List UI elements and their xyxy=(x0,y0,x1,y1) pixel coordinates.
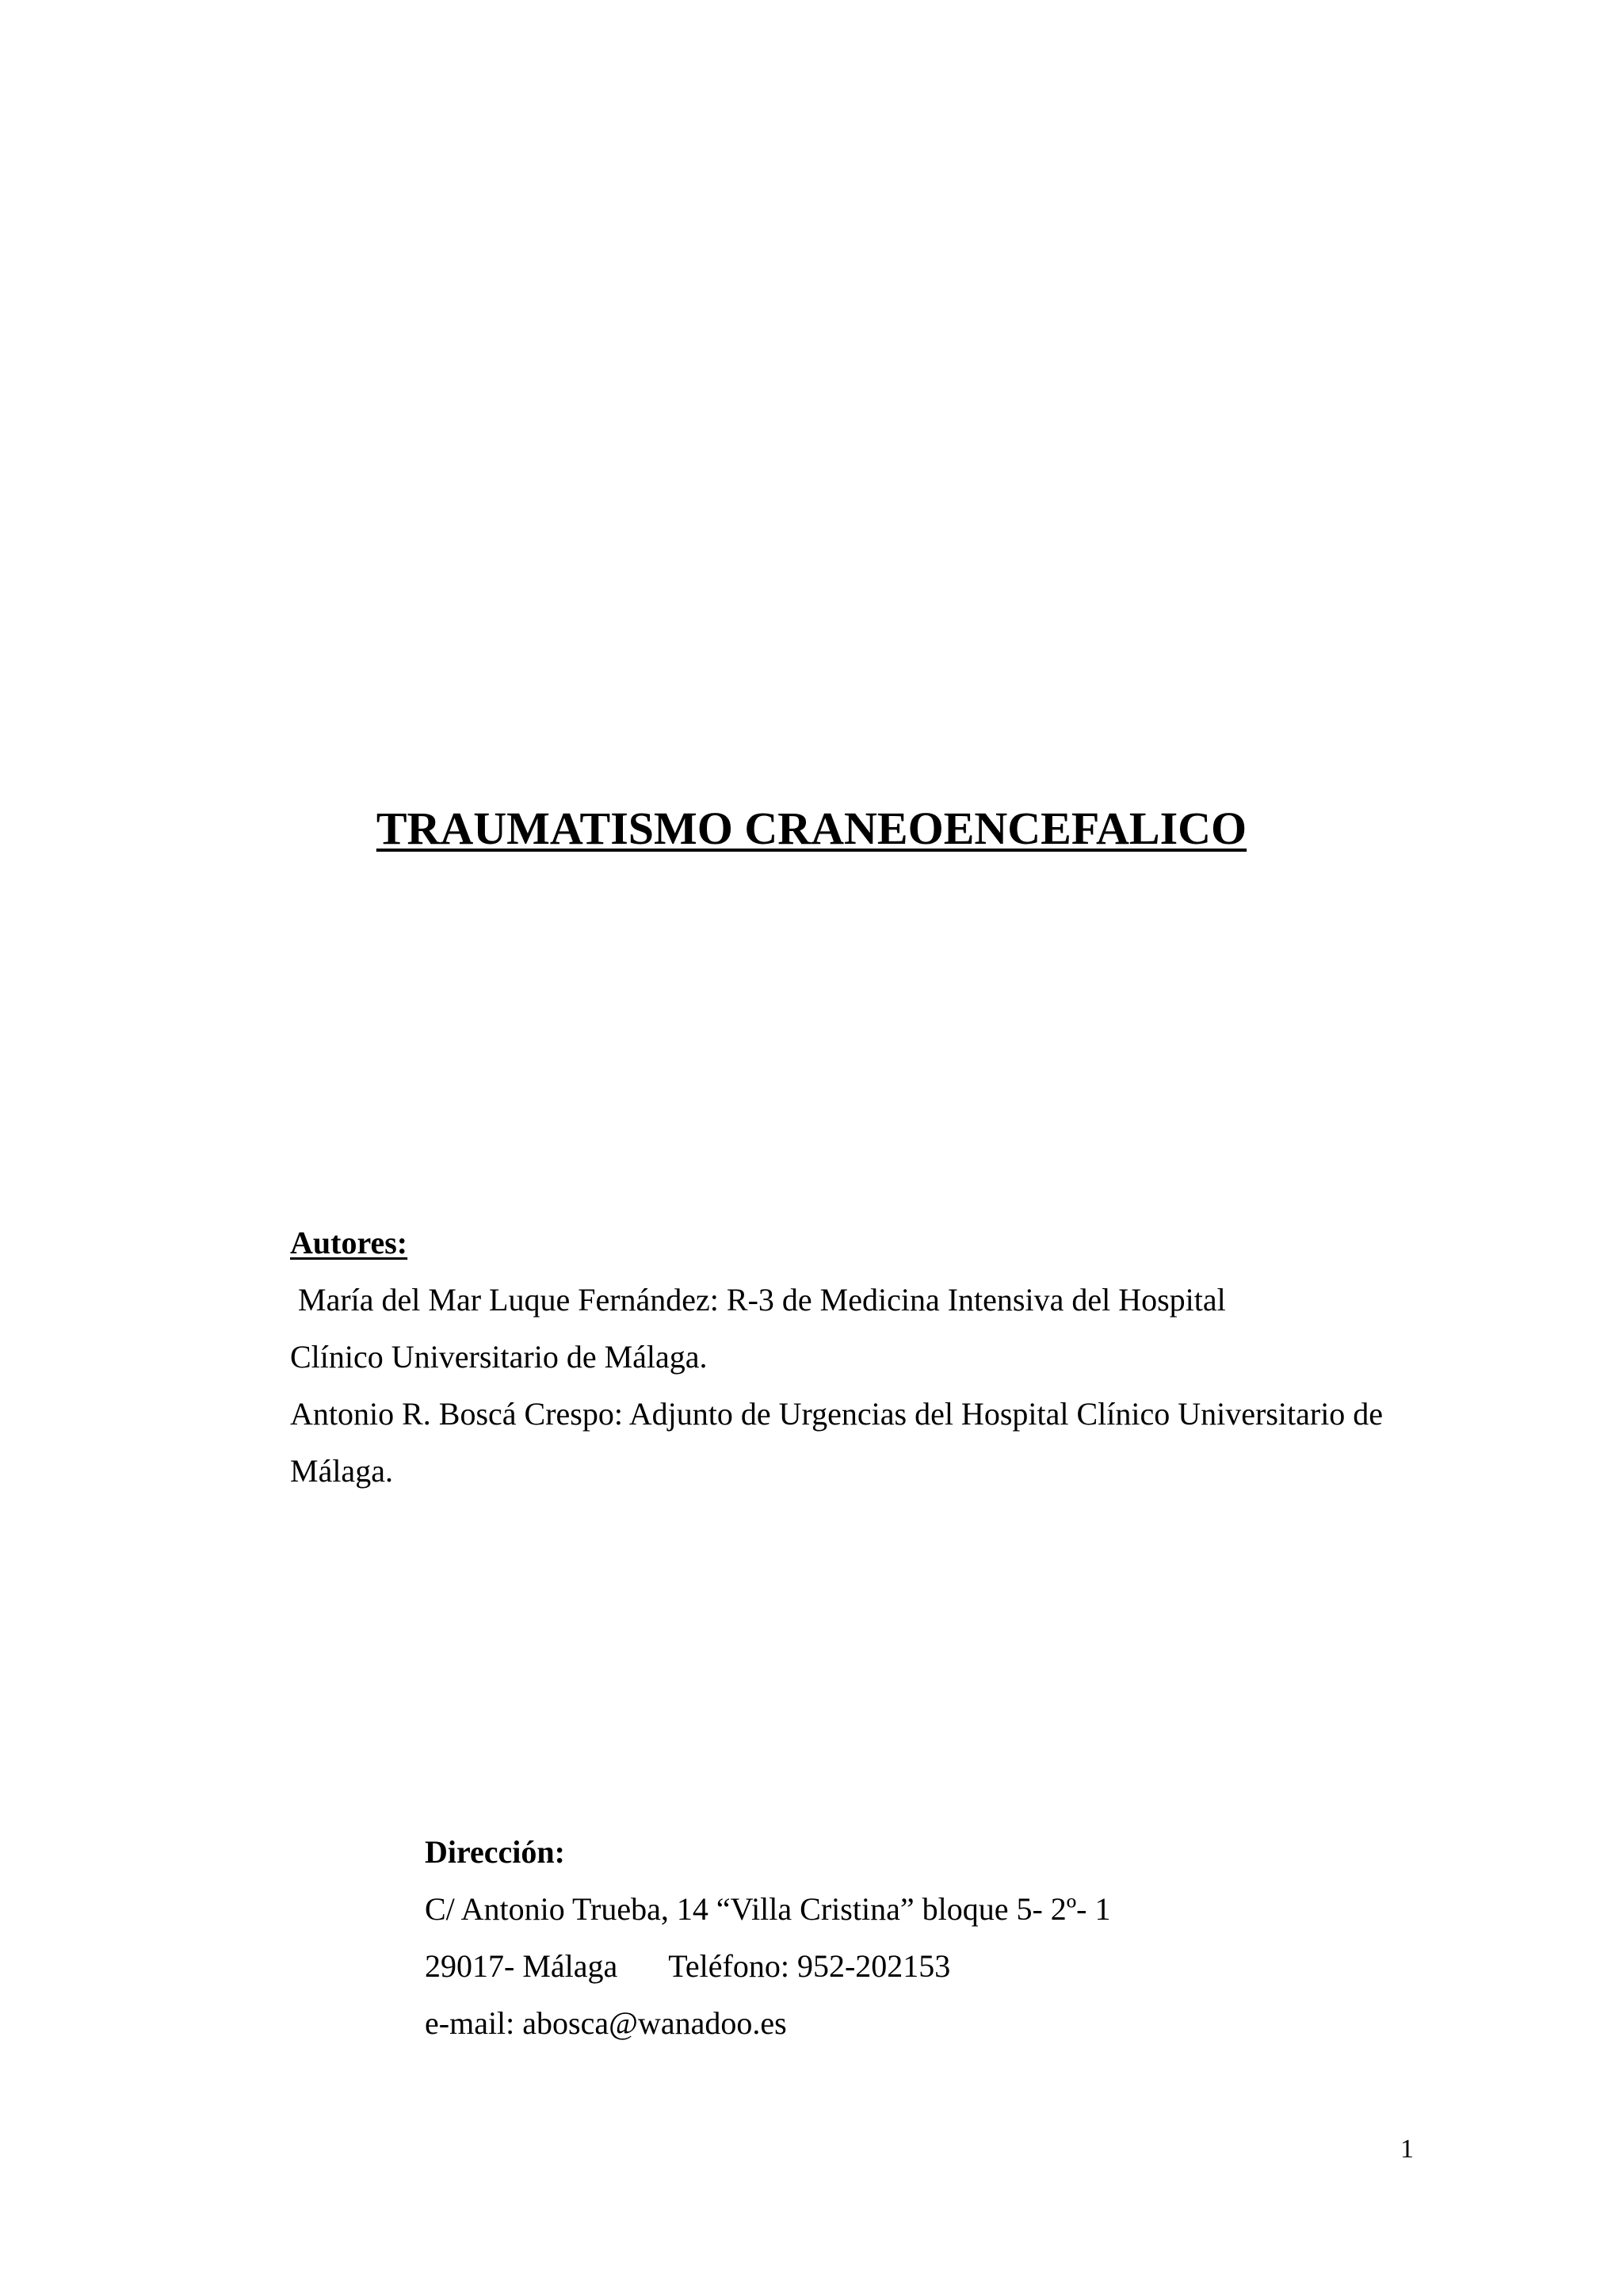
address-postal-phone-line xyxy=(425,1938,1111,1995)
authors-section xyxy=(290,1215,1383,1500)
author-line-1: María del Mar Luque Fernández: R-3 de Medicina Intensiva del Hospital xyxy=(298,1282,1226,1318)
address-heading: Dirección: xyxy=(425,1834,565,1870)
address-street: C/ Antonio Trueba, 14 “Villa Cristina” bloque 5- 2º- 1 xyxy=(425,1891,1111,1927)
author-line-4: Málaga. xyxy=(290,1453,393,1489)
address-email: e-mail: abosca@wanadoo.es xyxy=(425,2005,787,2041)
authors-heading: Autores: xyxy=(290,1225,408,1261)
author-line-3: Antonio R. Boscá Crespo: Adjunto de Urgencias del Hospital Clínico Universitario de xyxy=(290,1396,1384,1432)
document-title: TRAUMATISMO CRANEOENCEFALICO xyxy=(376,803,1247,854)
author-line-2: Clínico Universitario de Málaga. xyxy=(290,1339,708,1375)
address-postal-city: 29017- Málaga xyxy=(425,1948,618,1984)
address-phone: Teléfono: 952-202153 xyxy=(668,1948,951,1984)
address-section xyxy=(425,1824,1111,2052)
page-number: 1 xyxy=(1400,2134,1414,2164)
